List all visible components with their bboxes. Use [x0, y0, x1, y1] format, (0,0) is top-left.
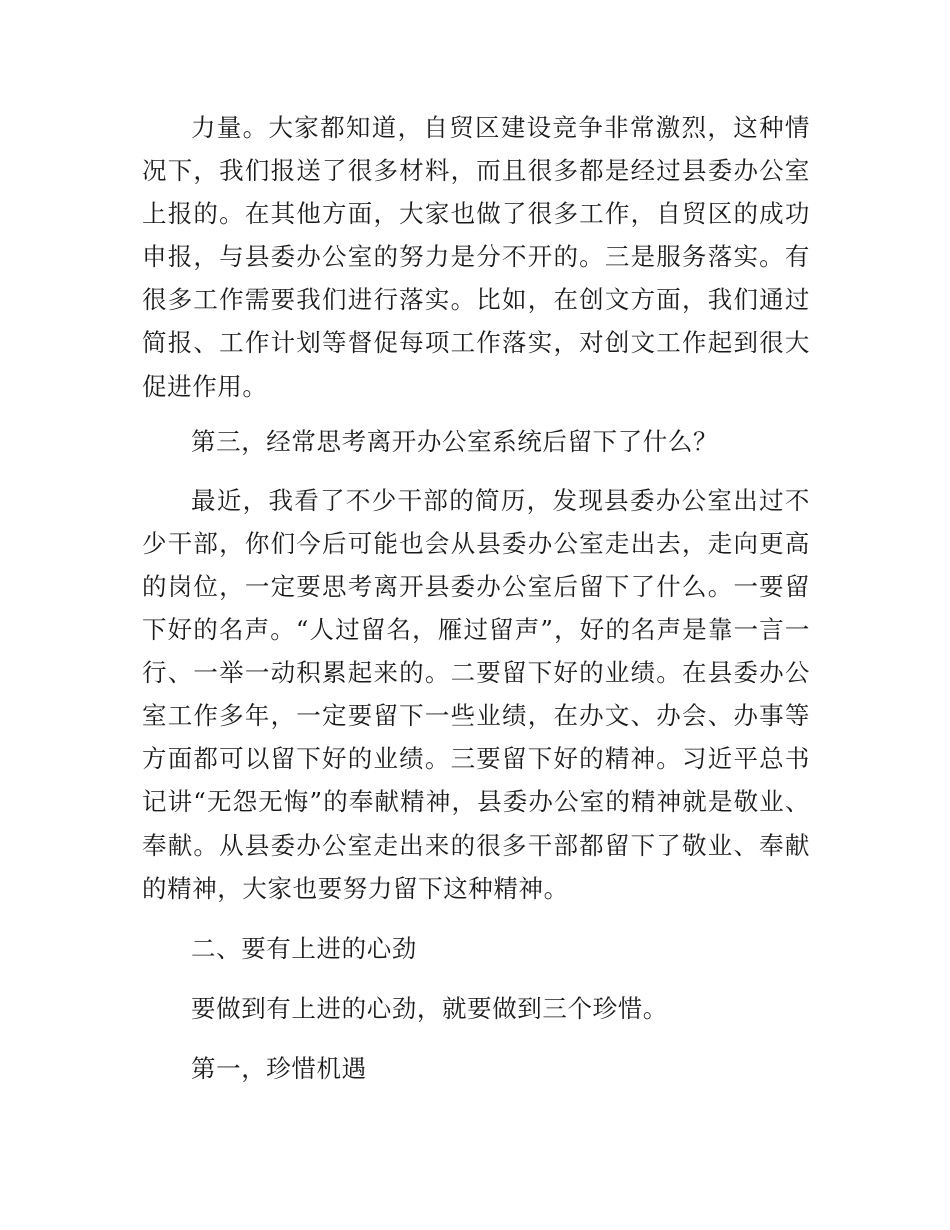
- section-heading-two: 二、要有上进的心劲: [191, 933, 417, 963]
- document-body: [142, 106, 810, 1090]
- heading-third-point: 第三，经常思考离开办公室系统后留下了什么？: [191, 426, 719, 456]
- paragraph-continuation: 力量。大家都知道，自贸区建设竞争非常激烈，这种情况下，我们报送了很多材料，而且很多都是经过县委办公室上报的。在其他方面，大家也做了很多工作，自贸区的成功申报，与县委办公室的努力是分不开的。三是服务落实。有很多工作需要我们进行落实。比如，在创文方面，我们通过简报、工作计划等督促每项工作落实，对创文工作起到很大促进作用。: [142, 113, 810, 401]
- heading-cherish-opportunity: 第一，珍惜机遇: [191, 1053, 367, 1083]
- paragraph-three-cherish: 要做到有上进的心劲，就要做到三个珍惜。: [191, 993, 668, 1023]
- paragraph-leave-legacy: 最近，我看了不少干部的简历，发现县委办公室出过不少干部，你们今后可能也会从县委办公室走出去，走向更高的岗位，一定要思考离开县委办公室后留下了什么。一要留下好的名声。“人过留名，雁过留声”，好的名声是靠一言一行、一举一动积累起来的。二要留下好的业绩。在县委办公室工作多年，一定要留下一些业绩，在办文、办会、办事等方面都可以留下好的业绩。三要留下好的精神。习近平总书记讲“无怨无悔”的奉献精神，县委办公室的精神就是敬业、奉献。从县委办公室走出来的很多干部都留下了敬业、奉献的精神，大家也要努力留下这种精神。: [142, 485, 810, 903]
